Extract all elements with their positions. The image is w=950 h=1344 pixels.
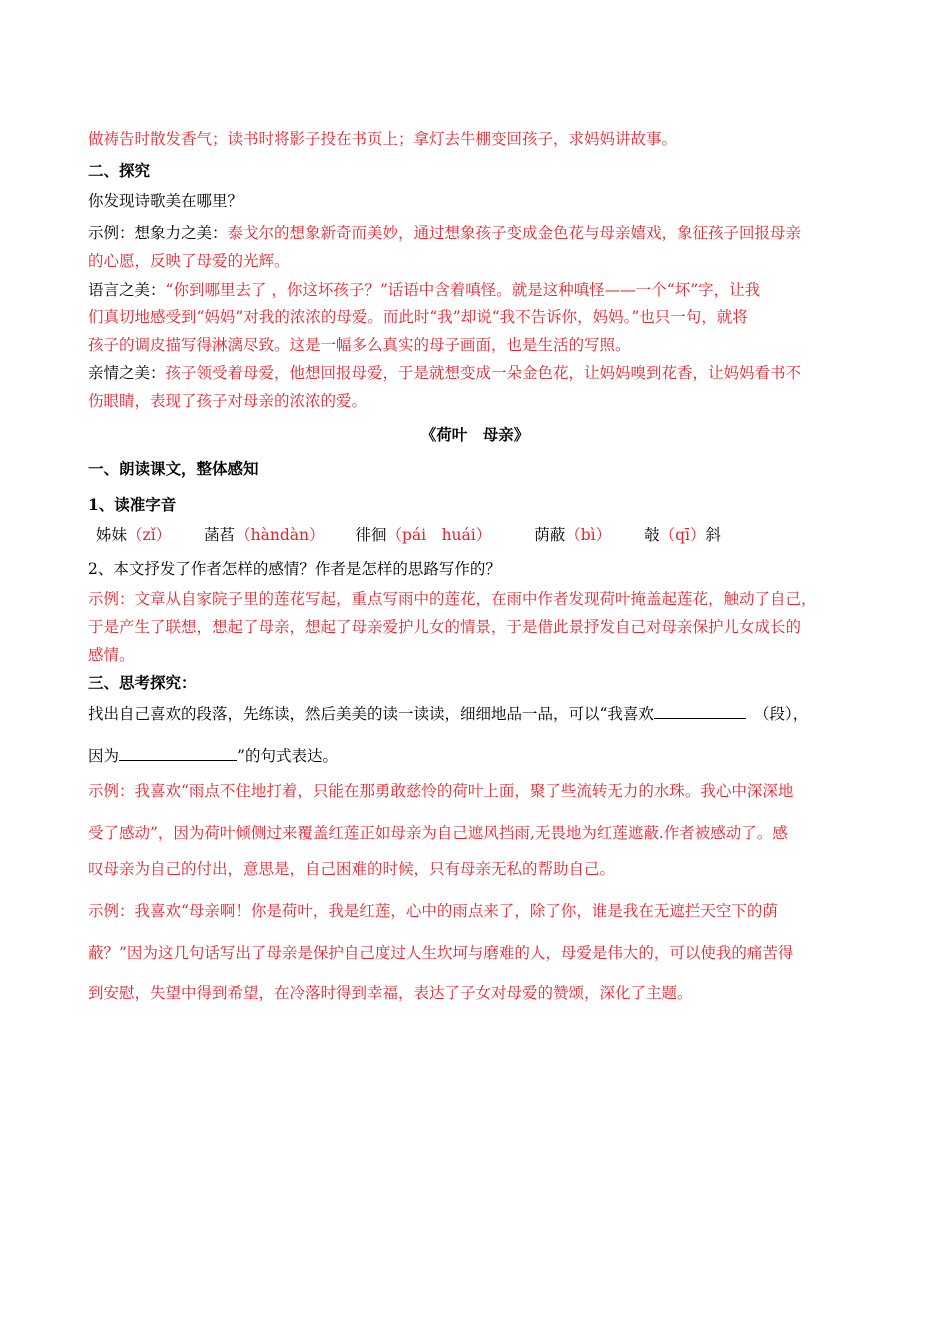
example-imagination-line2: 的心愿，反映了母爱的光辉。 [88,252,290,270]
example-1-line3: 叹母亲为自己的付出，意思是，自己困难的时候，只有母亲无私的帮助自己。 [88,860,616,878]
kinship-beauty-line2: 伤眼睛，表现了孩子对母亲的浓浓的爱。 [88,392,368,410]
pronunciation-row [96,524,876,546]
example-imagination-line1 [88,222,868,244]
answer-2-line3: 感情。 [88,646,135,664]
answer-2-line2: 于是产生了联想，想起了母亲，想起了母亲爱护儿女的情景，于是借此景抒发自己对母亲保护儿女成长的 [88,618,802,636]
pron-item-5: 攲（qī）斜 [644,526,721,544]
question-3-line1: 找出自己喜欢的段落，先练读，然后美美的读一读读，细细地品一品，可以“我喜欢 （段）， [88,702,868,725]
kinship-text: 孩子领受着母爱，他想回报母爱，于是就想变成一朵金色花，让妈妈嗅到花香，让妈妈看书不 [165,364,802,382]
answer-line: 做祷告时散发香气；读书时将影子投在书页上；拿灯去牛棚变回孩子，求妈妈讲故事。 [88,130,678,148]
subheading-pronunciation: 1、读准字音 [88,495,177,514]
example-2-line2: 蔽？”因为这几句话写出了母亲是保护自己度过人生坎坷与磨难的人，母爱是伟大的，可以使我的痛苦得 [88,944,794,962]
kinship-label: 亲情之美： [88,364,166,382]
language-beauty-line3: 孩子的调皮描写得淋漓尽致。这是一幅多么真实的母子画面，也是生活的写照。 [88,336,631,354]
example-1-line2: 受了感动”，因为荷叶倾侧过来覆盖红莲正如母亲为自己遮风挡雨,无畏地为红莲遮蔽.作者被感动了。感 [88,824,788,842]
example-label: 示例：想象力之美： [88,224,228,242]
fill-blank-reason[interactable] [119,744,237,761]
example-2-line1: 示例：我喜欢“母亲啊！你是荷叶，我是红莲，心中的雨点来了，除了你，谁是我在无遮拦天空下的荫 [88,902,778,920]
question-3-line2: 因为 ”的句式表达。 [88,744,868,767]
pron-item-3: 徘徊（pái huái） [355,526,492,544]
kinship-beauty-line1 [88,362,868,384]
pron-item-1: 姊妹（zǐ） [96,526,172,544]
language-text: “你到哪里去了 ，你这坏孩子？”话语中含着嗔怪。就是这种嗔怪——一个“坏”字，让我 [165,281,761,299]
answer-2-line1: 示例：文章从自家院子里的莲花写起，重点写雨中的莲花，在雨中作者发现荷叶掩盖起莲花，触动了自己， [88,590,817,608]
language-label: 语言之美： [88,281,166,299]
section-heading-explore: 二、探究 [88,161,151,180]
pron-item-2: 菡萏（hàndàn） [204,526,325,544]
example-1-line1: 示例：我喜欢“雨点不住地打着，只能在那勇敢慈怜的荷叶上面，聚了些流转无力的水珠。我心中深深地 [88,782,794,800]
question-2: 2、本文抒发了作者怎样的感情？作者是怎样的思路写作的？ [88,560,501,578]
example-text: 泰戈尔的想象新奇而美妙，通过想象孩子变成金色花与母亲嬉戏，象征孩子回报母亲 [227,224,802,242]
example-2-line3: 到安慰，失望中得到希望，在冷落时得到幸福，表达了子女对母爱的赞颂，深化了主题。 [88,984,693,1002]
question-poem: 你发现诗歌美在哪里？ [88,192,244,210]
language-beauty-line2: 们真切地感受到“妈妈”对我的浓浓的母爱。而此时“我”却说“我不告诉你，妈妈。”也只一句，就将 [88,308,748,326]
section-heading-read: 一、朗读课文，整体感知 [88,459,259,478]
pron-item-4: 荫蔽（bì） [534,526,612,544]
fill-blank-paragraph[interactable] [654,702,746,719]
lesson-title: 《荷叶 母亲》 [420,425,530,444]
section-heading-think: 三、思考探究： [88,673,197,692]
language-beauty-line1 [88,279,868,301]
